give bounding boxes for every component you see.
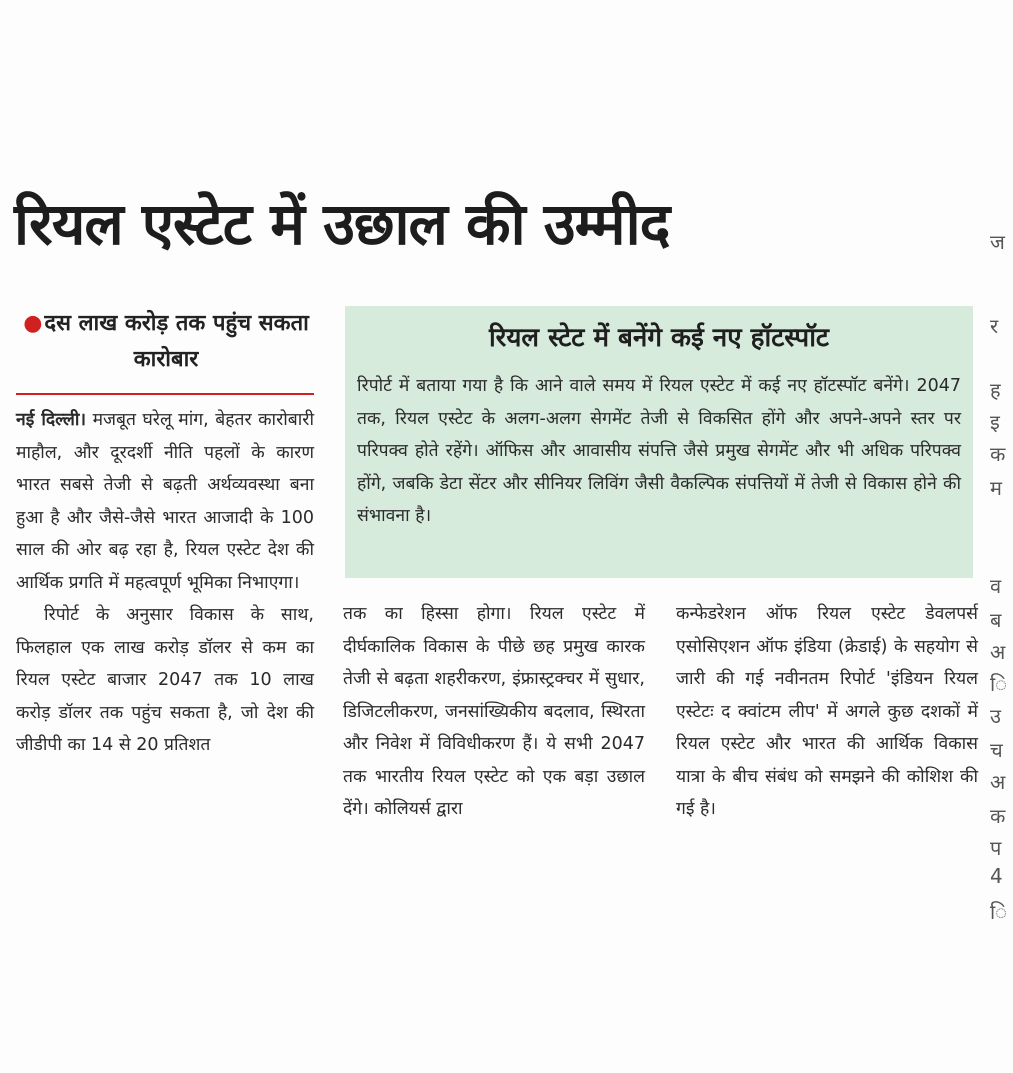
article-column-3 [676, 598, 978, 826]
article-column-2 [343, 598, 645, 826]
edge-fragment-glyph: ज [990, 230, 1005, 254]
edge-fragment-glyph: क [990, 442, 1006, 466]
article-paragraph-2: रिपोर्ट के अनुसार विकास के साथ, फिलहाल एक लाख करोड़ डॉलर से कम का रियल एस्टेट बाजार 2047 तक 10 लाख करोड़ डॉलर तक पहुंच सकता है, जो देश की जीडीपी का 14 से 20 प्रतिशत [16, 605, 314, 755]
edge-fragment-glyph: म [990, 476, 1002, 500]
headline: रियल एस्टेट में उछाल की उम्मीद [14, 190, 670, 258]
highlight-box-body: रिपोर्ट में बताया गया है कि आने वाले समय में रियल एस्टेट में कई नए हॉटस्पॉट बनेंगे। 2047 तक, रियल एस्टेट के अलग-अलग सेगमेंट तेजी से विकसित होंगे और अपने-अपने स्तर पर परिपक्व होते रहेंगे। ऑफिस और आवासीय संपत्ति जैसे प्रमुख सेगमेंट और भी अधिक परिपक्व होंगे, जबकि डेटा सेंटर और सीनियर लिविंग जैसी वैकल्पिक संपत्तियों में तेजी से विकास होने की संभावना है। [357, 376, 961, 526]
dateline: नई दिल्ली। [16, 410, 87, 430]
edge-fragment-glyph: व [990, 574, 1002, 598]
edge-fragment-glyph: ि [990, 672, 1008, 696]
edge-fragment-glyph: ह [990, 378, 1001, 402]
edge-fragment-glyph: इ [990, 410, 1000, 434]
edge-fragment-glyph: ि [990, 900, 1008, 924]
highlight-box [345, 306, 973, 578]
article-column-2-text: तक का हिस्सा होगा। रियल एस्टेट में दीर्घकालिक विकास के पीछे छह प्रमुख कारक तेजी से बढ़ता शहरीकरण, इंफ्रास्ट्रक्चर में सुधार, डिजिटलीकरण, जनसांख्यिकीय बदलाव, स्थिरता और निवेश में विविधीकरण हैं। ये सभी 2047 तक भारतीय रियल एस्टेट को एक बड़ा उछाल देंगे। कोलियर्स द्वारा [343, 604, 645, 819]
adjacent-article-fragment [990, 230, 1013, 924]
edge-fragment-glyph: अ [990, 640, 1006, 664]
edge-fragment-glyph: उ [990, 704, 1001, 728]
edge-fragment-glyph: क [990, 804, 1006, 828]
highlight-box-title: रियल स्टेट में बनेंगे कई नए हॉटस्पॉट [488, 323, 830, 353]
subheadline: दस लाख करोड़ तक पहुंच सकता कारोबार [44, 311, 309, 372]
article-column-3-text: कन्फेडरेशन ऑफ रियल एस्टेट डेवलपर्स एसोसिएशन ऑफ इंडिया (क्रेडाई) के सहयोग से जारी की गई नवीनतम रिपोर्ट 'इंडियन रियल एस्टेटः द क्वांटम लीप' में अगले कुछ दशकों में रियल एस्टेट और भारत की आर्थिक विकास यात्रा के बीच संबंध को समझने की कोशिश की गई है। [676, 604, 978, 819]
article-column-1 [16, 404, 314, 762]
edge-fragment-glyph: च [990, 738, 1003, 762]
edge-fragment-glyph: 4 [990, 864, 1003, 888]
subheadline-block [16, 306, 316, 378]
edge-fragment-glyph: अ [990, 770, 1006, 794]
article-paragraph-1-text: मजबूत घरेलू मांग, बेहतर कारोबारी माहौल, और दूरदर्शी नीति पहलों के कारण भारत सबसे तेजी से बढ़ती अर्थव्यवस्था बना हुआ है और जैसे-जैसे भारत आजादी के 100 साल की ओर बढ़ रहा है, रियल एस्टेट देश की आर्थिक प्रगति में महत्वपूर्ण भूमिका निभाएगा। [16, 410, 314, 593]
bullet-icon: ● [23, 311, 43, 336]
edge-fragment-glyph: र [990, 314, 999, 338]
article-paragraph-1 [16, 404, 314, 599]
edge-fragment-glyph: प [990, 836, 1002, 860]
subheadline-divider [16, 393, 314, 395]
edge-fragment-glyph: ब [990, 608, 1002, 632]
